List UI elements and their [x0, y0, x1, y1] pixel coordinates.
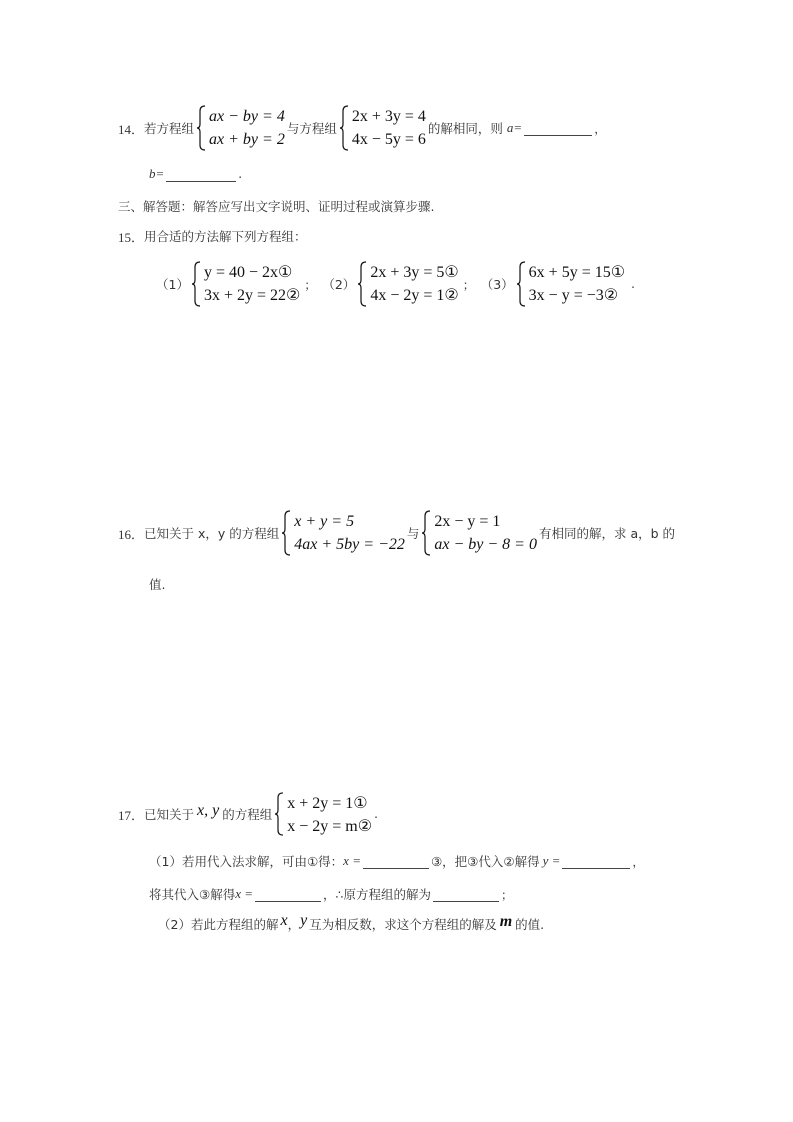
question-number: 15． [118, 229, 145, 245]
equation-system [357, 261, 458, 307]
answer-label-a: a= [506, 120, 523, 135]
answer-label-b: b= [149, 166, 165, 181]
separator: ； [462, 277, 475, 292]
question-text: （2）若此方程组的解 [158, 917, 279, 932]
equation: 2x + 3y = 4 [351, 108, 426, 125]
question-text: 有相同的解，求 a，b 的 [538, 526, 676, 541]
equation-system [516, 261, 625, 307]
equation: 4x − 2y = 1② [370, 287, 459, 304]
left-brace-icon [357, 261, 367, 307]
question-text: 用合适的方法解下列方程组： [144, 229, 307, 244]
question-text: 互为相反数，求这个方程组的解及 [309, 917, 497, 932]
separator: . [631, 277, 635, 291]
section-3-heading [118, 196, 434, 216]
question-text: 与 [406, 526, 420, 541]
comma: ， [632, 854, 645, 869]
equation: 2x + 3y = 5① [370, 264, 459, 281]
equation: x + y = 5 [294, 513, 355, 530]
separator: ； [304, 277, 317, 292]
answer-blank-y[interactable] [562, 854, 630, 869]
comma: ， [287, 917, 301, 932]
question-text: 已知关于 x，y 的方程组 [144, 526, 280, 541]
semicolon: ； [500, 887, 513, 902]
answer-blank-a[interactable] [524, 121, 592, 136]
question-text: 将其代入③解得 [149, 887, 236, 902]
question-text: 若方程组 [144, 121, 195, 136]
part-label: （3） [480, 277, 514, 292]
question-15-parts [156, 259, 635, 309]
answer-blank-x-expr[interactable] [363, 854, 429, 869]
section-title: 三、解答题：解答应写出文字说明、证明过程或演算步骤. [118, 199, 435, 214]
left-brace-icon [196, 105, 206, 151]
equation: x + 2y = 1① [287, 795, 368, 812]
left-brace-icon [281, 510, 291, 556]
question-14-b-line [149, 164, 242, 184]
question-16-continued [149, 574, 165, 594]
question-text: 的值. [515, 917, 545, 932]
period: . [374, 807, 378, 821]
left-brace-icon [516, 261, 526, 307]
question-text: 的解相同，则 [427, 121, 503, 136]
left-brace-icon [274, 792, 284, 836]
question-17-part-1-line-1 [149, 851, 644, 871]
equation-system [274, 792, 372, 836]
question-number: 14． [118, 121, 145, 137]
left-brace-icon [421, 510, 431, 556]
question-text: 与方程组 [286, 121, 337, 136]
answer-blank-b[interactable] [166, 167, 236, 182]
equation-system-1 [196, 105, 285, 151]
x-label: x = [235, 886, 254, 901]
question-14 [118, 103, 606, 153]
question-17 [118, 790, 378, 838]
equation: y = 40 − 2x① [203, 264, 293, 281]
equation: ax − by = 4 [209, 108, 285, 125]
variables: x, y [197, 802, 220, 819]
equation: 3x + 2y = 22② [203, 287, 301, 304]
var-m: m [499, 913, 513, 930]
answer-blank-x[interactable] [255, 887, 321, 902]
answer-blank-solution[interactable] [433, 887, 499, 902]
part-label: （1） [156, 277, 189, 292]
equation-system-1 [281, 510, 405, 556]
equation: 6x + 5y = 15① [528, 264, 626, 281]
equation: ax − by − 8 = 0 [434, 536, 537, 553]
question-text: 已知关于 [144, 807, 195, 822]
equation: x − 2y = m② [287, 818, 373, 835]
question-17-part-1-line-2 [149, 884, 513, 904]
question-text: 的方程组 [222, 807, 273, 822]
question-number: 17． [118, 807, 145, 823]
question-16 [118, 508, 675, 558]
equation: ax + by = 2 [209, 131, 285, 148]
var-x: x [280, 912, 288, 929]
period: . [238, 167, 243, 181]
equation: 2x − y = 1 [434, 513, 501, 530]
equation: 4ax + 5by = −22 [294, 536, 405, 553]
left-brace-icon [191, 261, 201, 307]
equation-system-2 [339, 105, 426, 151]
question-number: 16． [118, 526, 145, 542]
question-text: ，∴原方程组的解为 [323, 887, 431, 902]
equation-system [191, 261, 300, 307]
question-text: 值. [149, 577, 166, 592]
x-label: x = [343, 853, 361, 868]
question-15 [118, 226, 307, 246]
var-y: y [300, 912, 308, 929]
question-text: （1）若用代入法求解，可由①得： [149, 854, 344, 869]
equation: 4x − 5y = 6 [351, 131, 426, 148]
part-label: （2） [322, 277, 356, 292]
y-label: y = [542, 853, 561, 868]
comma: ， [594, 121, 607, 136]
question-text: ③，把③代入②解得 [430, 854, 540, 869]
equation: 3x − y = −3② [528, 287, 619, 304]
equation-system-2 [421, 510, 537, 556]
question-17-part-2 [158, 914, 544, 934]
left-brace-icon [339, 105, 349, 151]
